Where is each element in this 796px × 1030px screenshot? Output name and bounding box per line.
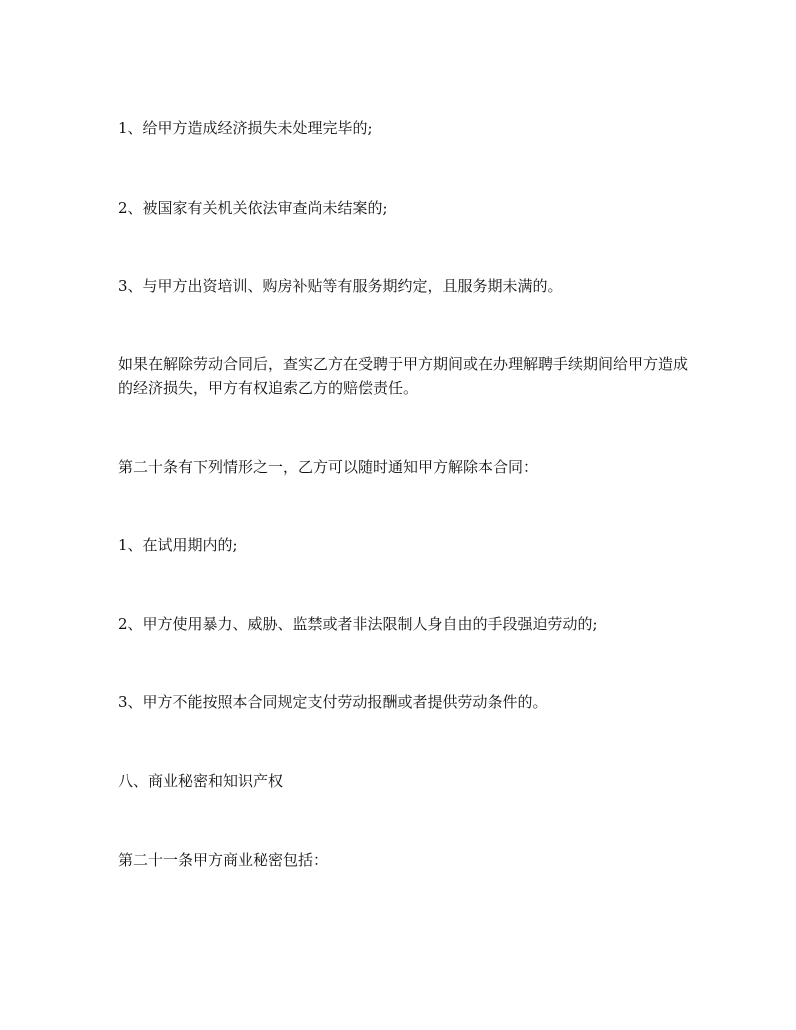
clause-item-1-damage-unsettled: 1、给甲方造成经济损失未处理完毕的;: [118, 119, 373, 137]
article-20-item-2: 2、甲方使用暴力、威胁、监禁或者非法限制人身自由的手段强迫劳动的;: [118, 615, 598, 633]
article-20-item-1: 1、在试用期内的;: [118, 536, 238, 554]
article-21-heading: 第二十一条甲方商业秘密包括：: [118, 851, 329, 869]
clause-item-2-under-investigation: 2、被国家有关机关依法审查尚未结案的;: [118, 199, 388, 217]
clause-compensation-paragraph: 如果在解除劳动合同后，查实乙方在受聘于甲方期间或在办理解聘手续期间给甲方造成的经济损失，甲方有权追索乙方的赔偿责任。: [118, 355, 689, 397]
section-8-heading: 八、商业秘密和知识产权: [118, 772, 284, 790]
article-20-item-3: 3、甲方不能按照本合同规定支付劳动报酬或者提供劳动条件的。: [118, 693, 548, 711]
clause-item-3-service-period: 3、与甲方出资培训、购房补贴等有服务期约定，且服务期未满的。: [118, 277, 563, 295]
article-20-heading: 第二十条有下列情形之一，乙方可以随时通知甲方解除本合同：: [118, 458, 539, 476]
